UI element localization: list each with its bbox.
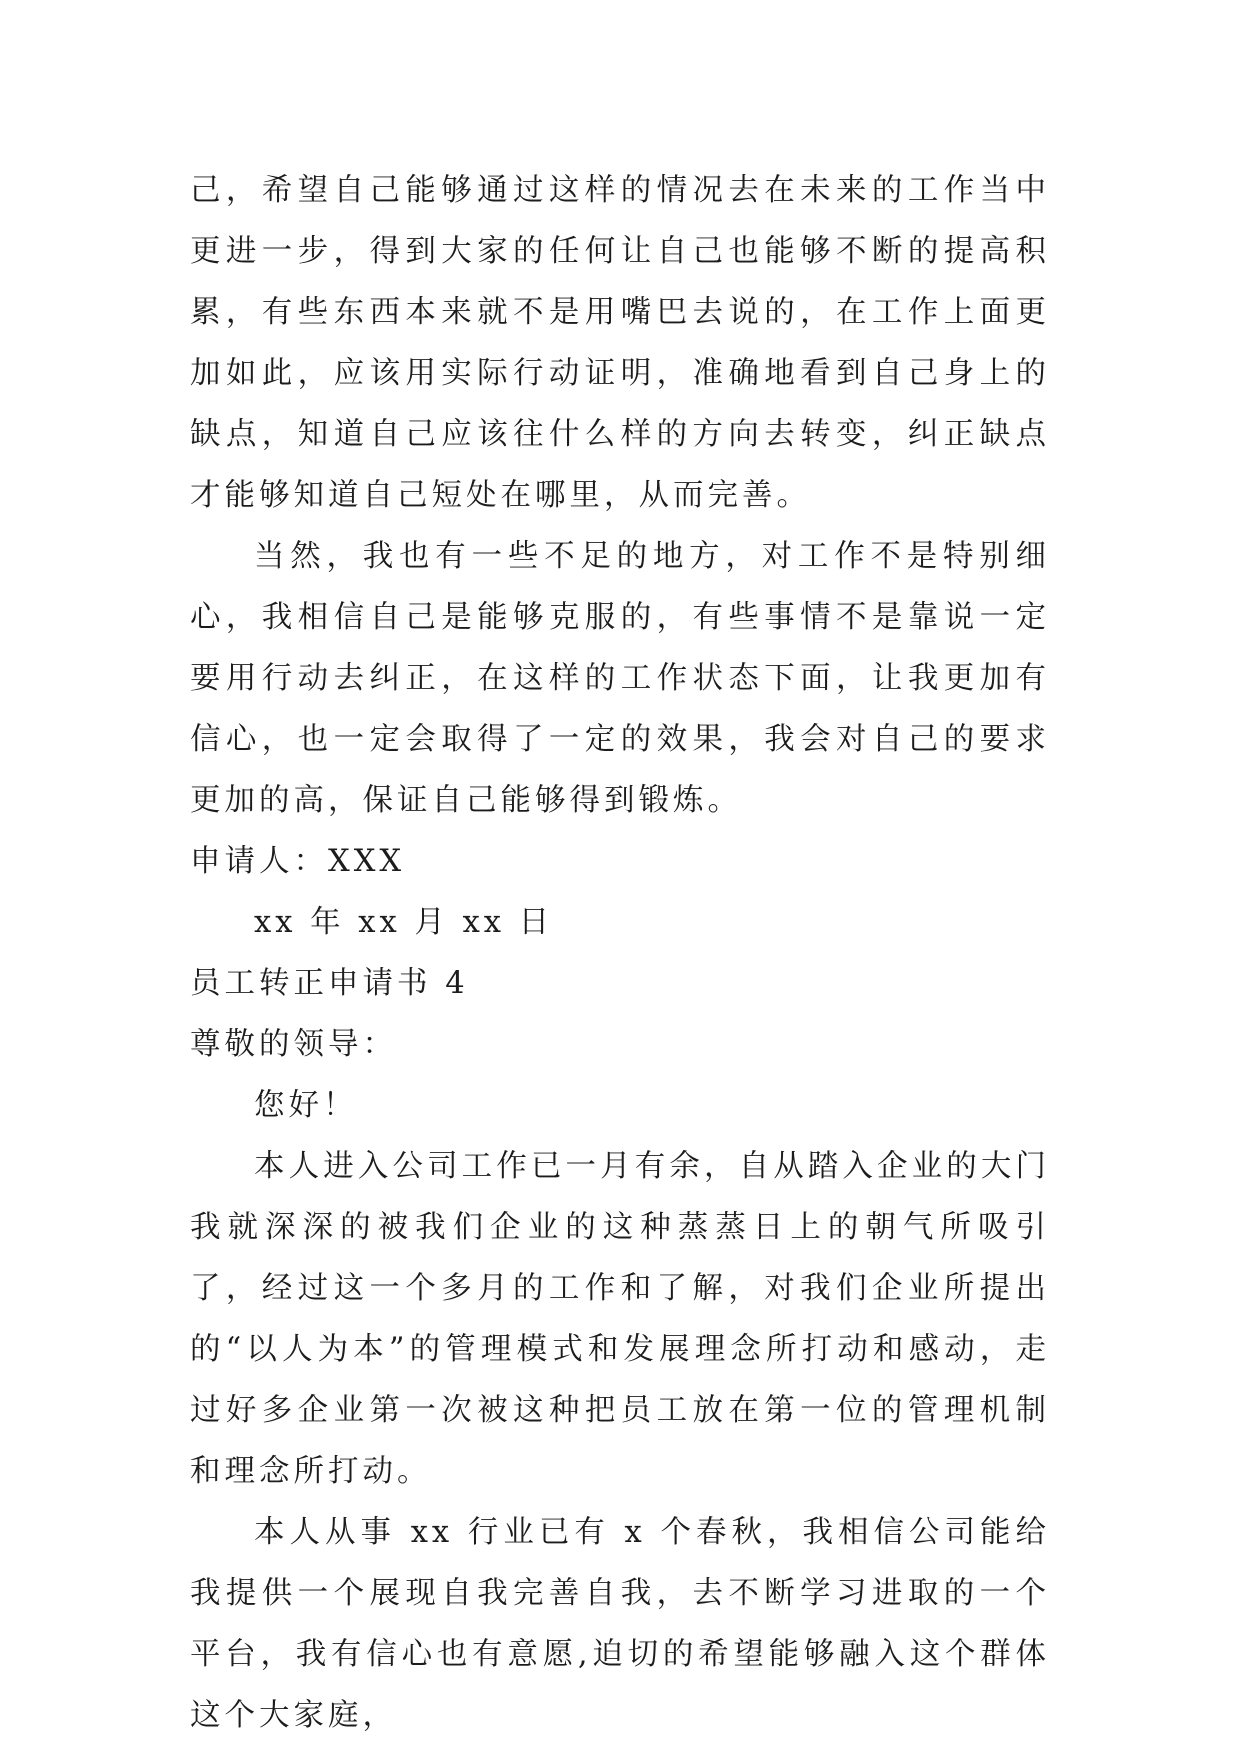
date-line: xx 年 xx 月 xx 日 — [254, 905, 554, 940]
section-title: 员工转正申请书 4 — [190, 966, 469, 1001]
greeting: 您好！ — [254, 1088, 358, 1123]
paragraph-continuation: 己，希望自己能够通过这样的情况去在未来的工作当中更进一步，得到大家的任何让自己也能够不断的提高积累，有些东西本来就不是用嘴巴去说的，在工作上面更加如此，应该用实际行动证明，准确地看到自己身上的缺点，知道自己应该往什么样的方向去转变，纠正缺点才能够知道自己短处在哪里，从而完善。 — [190, 173, 1050, 513]
document-body — [190, 160, 1050, 1746]
paragraph-experience: 本人从事 xx 行业已有 x 个春秋，我相信公司能给我提供一个展现自我完善自我，去不断学习进取的一个平台，我有信心也有意愿,迫切的希望能够融入这个群体这个大家庭， — [190, 1515, 1050, 1733]
applicant-line: 申请人：XXX — [190, 844, 406, 879]
salutation: 尊敬的领导： — [190, 1027, 397, 1062]
paragraph-shortcomings: 当然，我也有一些不足的地方，对工作不是特别细心，我相信自己是能够克服的，有些事情不是靠说一定要用行动去纠正，在这样的工作状态下面，让我更加有信心，也一定会取得了一定的效果，我会对自己的要求更加的高，保证自己能够得到锻炼。 — [190, 539, 1050, 818]
paragraph-introduction: 本人进入公司工作已一月有余，自从踏入企业的大门我就深深的被我们企业的这种蒸蒸日上的朝气所吸引了，经过这一个多月的工作和了解，对我们企业所提出的“以人为本”的管理模式和发展理念所打动和感动，走过好多企业第一次被这种把员工放在第一位的管理机制和理念所打动。 — [190, 1149, 1050, 1489]
